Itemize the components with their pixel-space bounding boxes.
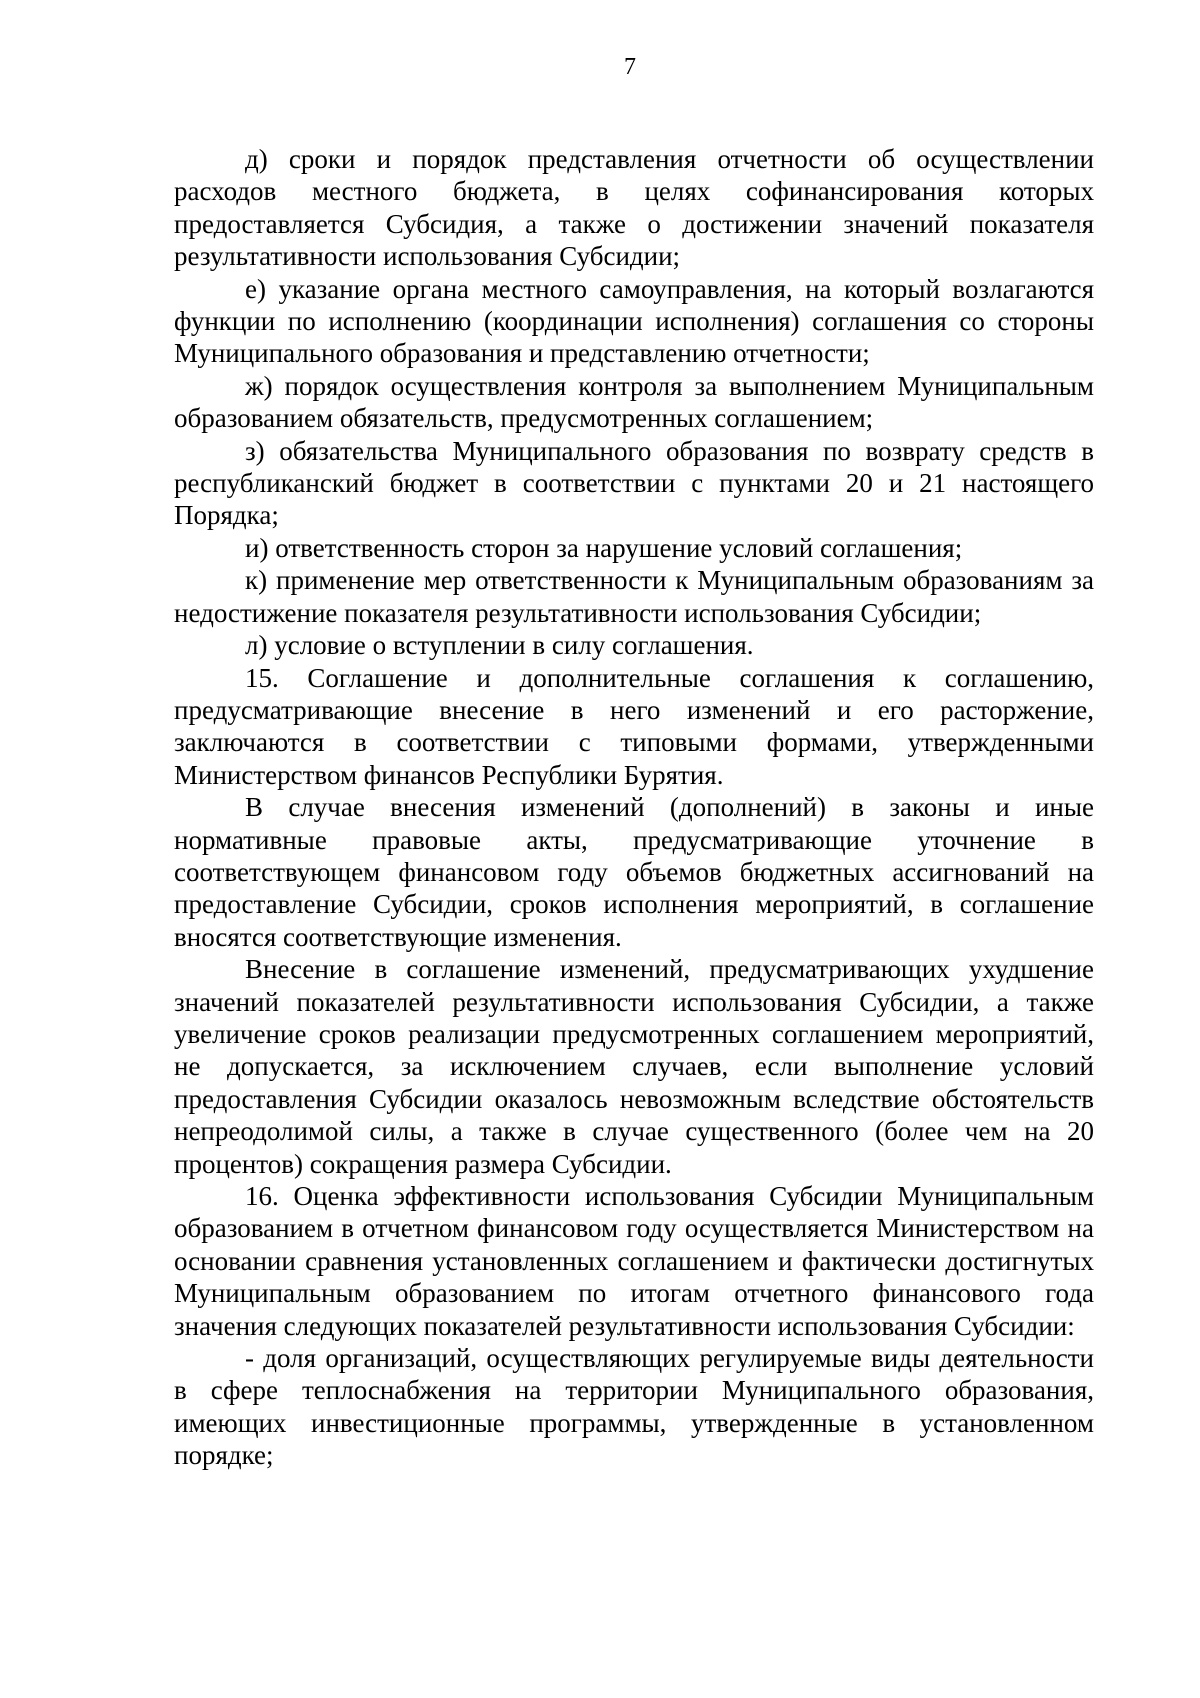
paragraph-item-d: д) сроки и порядок представления отчетности об осуществлении расходов местного бюджета, в целях софинансирования которых предоставляется Субсидия, а также о достижении значений показателя результативности использования Субсидии; <box>174 144 1094 272</box>
paragraph-clause-15: 15. Соглашение и дополнительные соглашения к соглашению, предусматривающие внесение в него изменений и его расторжение, заключаются в соответствии с типовыми формами, утвержденными Министерством финансов Республики Бурятия. <box>174 662 1094 790</box>
paragraph-restrictions: Внесение в соглашение изменений, предусматривающих ухудшение значений показателей результативности использования Субсидии, а также увеличение сроков реализации предусмотренных соглашением мероприятий, не допускается, за исключением случаев, если выполнение условий предоставления Субсидии оказалось невозможным вследствие обстоятельств непреодолимой силы, а также в случае существенного (более чем на 20 процентов) сокращения размера Субсидии. <box>174 954 1094 1179</box>
paragraph-amendments: В случае внесения изменений (дополнений) в законы и иные нормативные правовые акты, предусматривающие уточнение в соответствующем финансовом году объемов бюджетных ассигнований на предоставление Субсидии, сроков исполнения мероприятий, в соглашение вносятся соответствующие изменения. <box>174 792 1094 952</box>
page-number: 7 <box>624 54 636 80</box>
paragraph-item-z: з) обязательства Муниципального образования по возврату средств в республиканский бюджет в соответствии с пунктами 20 и 21 настоящего Порядка; <box>174 435 1094 531</box>
paragraph-item-l: л) условие о вступлении в силу соглашения. <box>245 630 754 661</box>
paragraph-item-k: к) применение мер ответственности к Муниципальным образованиям за недостижение показателя результативности использования Субсидии; <box>174 565 1094 628</box>
paragraph-indicator-item: - доля организаций, осуществляющих регулируемые виды деятельности в сфере теплоснабжения на территории Муниципального образования, имеющих инвестиционные программы, утвержденные в установленном порядке; <box>174 1343 1094 1471</box>
paragraph-item-e: е) указание органа местного самоуправления, на который возлагаются функции по исполнению (координации исполнения) соглашения со стороны Муниципального образования и представлению отчетности; <box>174 273 1094 369</box>
document-body <box>174 143 1094 1472</box>
paragraph-item-i: и) ответственность сторон за нарушение условий соглашения; <box>245 532 963 563</box>
paragraph-clause-16: 16. Оценка эффективности использования Субсидии Муниципальным образованием в отчетном финансовом году осуществляется Министерством на основании сравнения установленных соглашением и фактически достигнутых Муниципальным образованием по итогам отчетного финансового года значения следующих показателей результативности использования Субсидии: <box>174 1181 1094 1341</box>
paragraph-item-zh: ж) порядок осуществления контроля за выполнением Муниципальным образованием обязательств, предусмотренных соглашением; <box>174 370 1094 434</box>
